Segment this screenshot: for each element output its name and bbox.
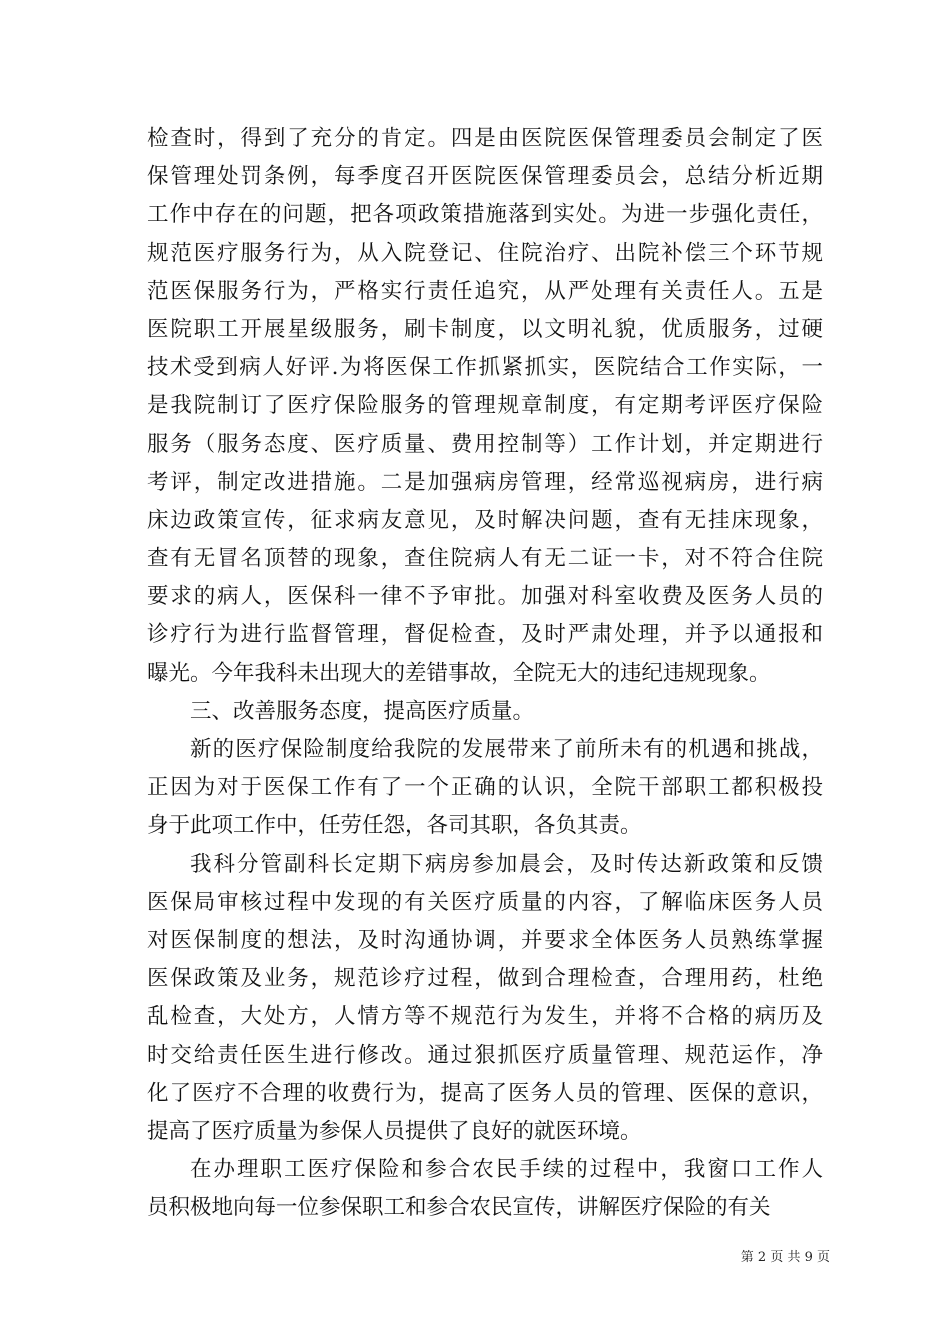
text-line: 是我院制订了医疗保险服务的管理规章制度，有定期考评医疗保险 — [147, 393, 823, 419]
text-line: 乱检查，大处方，人情方等不规范行为发生，并将不合格的病历及 — [147, 1004, 823, 1030]
text-line: 医院职工开展星级服务，刷卡制度，以文明礼貌，优质服务，过硬 — [147, 316, 823, 342]
paragraph-p2 — [147, 693, 823, 731]
text-line: 保管理处罚条例，每季度召开医院医保管理委员会，总结分析近期 — [147, 164, 823, 190]
paragraph-p5 — [147, 1151, 823, 1227]
text-line: 技术受到病人好评.为将医保工作抓紧抓实，医院结合工作实际，一 — [147, 355, 823, 381]
text-line: 时交给责任医生进行修改。通过狠抓医疗质量管理、规范运作，净 — [147, 1042, 823, 1068]
text-line: 医保政策及业务，规范诊疗过程，做到合理检查，合理用药，杜绝 — [147, 966, 823, 992]
text-line: 正因为对于医保工作有了一个正确的认识，全院干部职工都积极投 — [147, 775, 823, 801]
document-body — [147, 120, 823, 1227]
text-line: 员积极地向每一位参保职工和参合农民宣传，讲解医疗保险的有关 — [147, 1195, 771, 1221]
text-line: 床边政策宣传，征求病友意见，及时解决问题，查有无挂床现象， — [147, 507, 823, 533]
text-line: 对医保制度的想法，及时沟通协调，并要求全体医务人员熟练掌握 — [147, 927, 823, 953]
text-line: 范医保服务行为，严格实行责任追究，从严处理有关责任人。五是 — [147, 278, 823, 304]
text-line: 考评，制定改进措施。二是加强病房管理，经常巡视病房，进行病 — [147, 469, 823, 495]
text-line: 曝光。今年我科未出现大的差错事故，全院无大的违纪违规现象。 — [147, 660, 771, 686]
text-line: 规范医疗服务行为，从入院登记、住院治疗、出院补偿三个环节规 — [147, 240, 823, 266]
text-line: 身于此项工作中，任劳任怨，各司其职，各负其责。 — [147, 813, 642, 839]
text-line: 要求的病人，医保科一律不予审批。加强对科室收费及医务人员的 — [147, 584, 823, 610]
paragraph-p3 — [147, 731, 823, 846]
paragraph-p1 — [147, 120, 823, 693]
text-line: 化了医疗不合理的收费行为，提高了医务人员的管理、医保的意识， — [147, 1080, 823, 1106]
text-line: 在办理职工医疗保险和参合农民手续的过程中，我窗口工作人 — [190, 1157, 823, 1183]
text-line: 提高了医疗质量为参保人员提供了良好的就医环境。 — [147, 1118, 642, 1144]
text-line: 新的医疗保险制度给我院的发展带来了前所未有的机遇和挑战， — [190, 737, 823, 762]
paragraph-p4 — [147, 846, 823, 1152]
text-line: 查有无冒名顶替的现象，查住院病人有无二证一卡，对不符合住院 — [147, 546, 823, 572]
text-line: 诊疗行为进行监督管理，督促检查，及时严肃处理，并予以通报和 — [147, 622, 823, 648]
text-line: 医保局审核过程中发现的有关医疗质量的内容，了解临床医务人员 — [147, 889, 823, 915]
page-number-footer: 第 2 页 共 9 页 — [740, 1250, 830, 1265]
text-line: 工作中存在的问题，把各项政策措施落到实处。为进一步强化责任， — [147, 202, 823, 228]
text-line: 服务（服务态度、医疗质量、费用控制等）工作计划，并定期进行 — [147, 431, 823, 457]
text-line: 我科分管副科长定期下病房参加晨会，及时传达新政策和反馈 — [190, 851, 823, 877]
text-line: 检查时，得到了充分的肯定。四是由医院医保管理委员会制定了医 — [147, 126, 823, 151]
text-line: 三、改善服务态度，提高医疗质量。 — [190, 698, 535, 724]
